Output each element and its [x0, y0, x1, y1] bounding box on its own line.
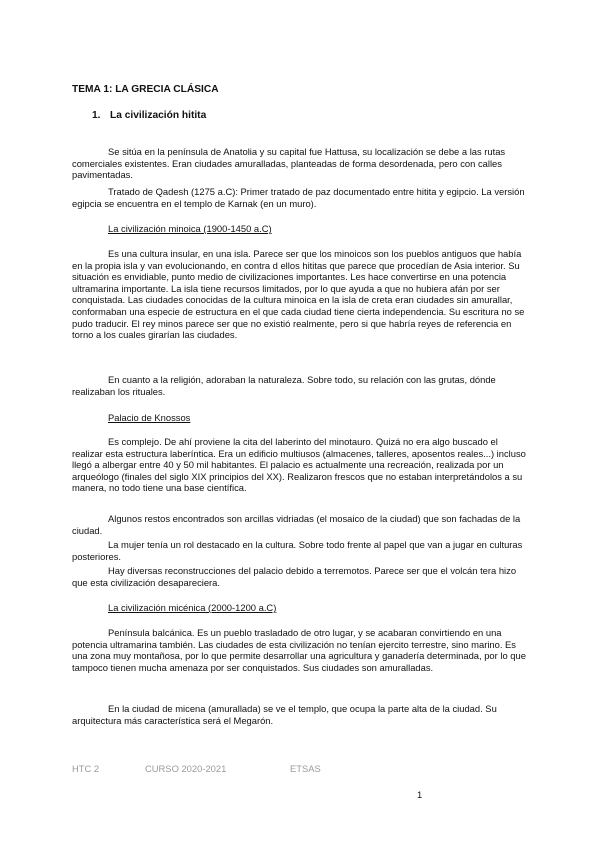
- paragraph-minoica-2: En cuanto a la religión, adoraban la naturaleza. Sobre todo, su relación con las grutas, dónde realizaban los rituales.: [72, 374, 496, 397]
- section-number: 1.: [92, 110, 101, 121]
- footer-school: ETSAS: [290, 763, 321, 774]
- footer-course-year: CURSO 2020-2021: [145, 763, 227, 774]
- paragraph-micenica-2: En la ciudad de micena (amurallada) se ve el templo, que ocupa la parte alta de la ciudad. Su arquitectura más característica será el Megarón.: [72, 703, 497, 726]
- footer-course-code: HTC 2: [72, 763, 100, 774]
- subheading-minoica: La civilización minoica (1900-1450 a.C): [108, 223, 272, 234]
- section-title-text: La civilización hitita: [110, 110, 207, 121]
- paragraph-hittite-location: Se sitúa en la península de Anatolia y su capital fue Hattusa, su localización se debe a las rutas comerciales existentes. Eran ciudades amuralladas, planteadas de forma desordenada, pero con calles pavimentadas.: [72, 146, 506, 181]
- paragraph-qadesh-treaty: Tratado de Qadesh (1275 a.C): Primer tratado de paz documentado entre hitita y egipcio. La versión egipcia se encuentra en el templo de Karnak (en un muro).: [72, 186, 525, 209]
- paragraph-minoica-1: Es una cultura insular, en una isla. Parece ser que los minoicos son los pueblos antiguos que había en la propia isla y van evolucionando, en contra d ellos hititas que parece que procedían de Asia interior. Su situación es envidiable, punto medio de civilizaciones importantes. Les hace convertirse en una potencia ultramarina importante. La isla tiene recursos limitados, por lo que ayuda a que no hubiera afán por ser conquistada. Las ciudades conocidas de la cultura minoica en la isla de creta eran ciudades sin amurallar, conformaban una especie de estructura en el que cada ciudad tiene cierta independencia. Su escritura no se pudo traducir. El rey minos parece ser que no existió realmente, pero si que habría reyes de referencia en torno a los cuales girarían las ciudades.: [72, 248, 525, 341]
- subheading-micenica: La civilización micénica (2000-1200 a.C): [108, 602, 277, 613]
- main-title: TEMA 1: LA GRECIA CLÁSICA: [72, 84, 219, 95]
- paragraph-knossos-1: Es complejo. De ahí proviene la cita del laberinto del minotauro. Quizá no era algo buscado el realizar esta estructura laberíntica. Era un edificio multiusos (almacenes, talleres, aposentos reales...) incluso llegó a albergar entre 40 y 50 mil habitantes. El palacio es actualmente una recreación, realizada por un arqueólogo (finales del siglo XIX principios del XX). Realizaron frescos que no estaban interpretándolos a su manera, no todo tiene una base científica.: [72, 436, 526, 494]
- paragraph-knossos-2: Algunos restos encontrados son arcillas vidriadas (el mosaico de la ciudad) que son fachadas de la ciudad.: [72, 513, 521, 536]
- subheading-knossos: Palacio de Knossos: [108, 412, 191, 423]
- paragraph-knossos-3: La mujer tenía un rol destacado en la cultura. Sobre todo frente al papel que van a jugar en culturas posteriores.: [72, 539, 523, 562]
- paragraph-knossos-4: Hay diversas reconstrucciones del palacio debido a terremotos. Parece ser que el volcán tera hizo que esta civilización desapareciera.: [72, 565, 517, 588]
- page-number: 1: [417, 789, 423, 800]
- paragraph-micenica-1: Península balcánica. Es un pueblo trasladado de otro lugar, y se acabaran convirtiendo en una potencia ultramarina también. Las ciudades de esta civilización no tenían ejercito terrestre, sino marino. Es una zona muy montañosa, por lo que permite desarrollar una agricultura y ganadería determinada, por lo que tampoco tienen mucha amenaza por ser conquistados. Sus ciudades son amuralladas.: [72, 627, 526, 673]
- section-title: [92, 110, 206, 121]
